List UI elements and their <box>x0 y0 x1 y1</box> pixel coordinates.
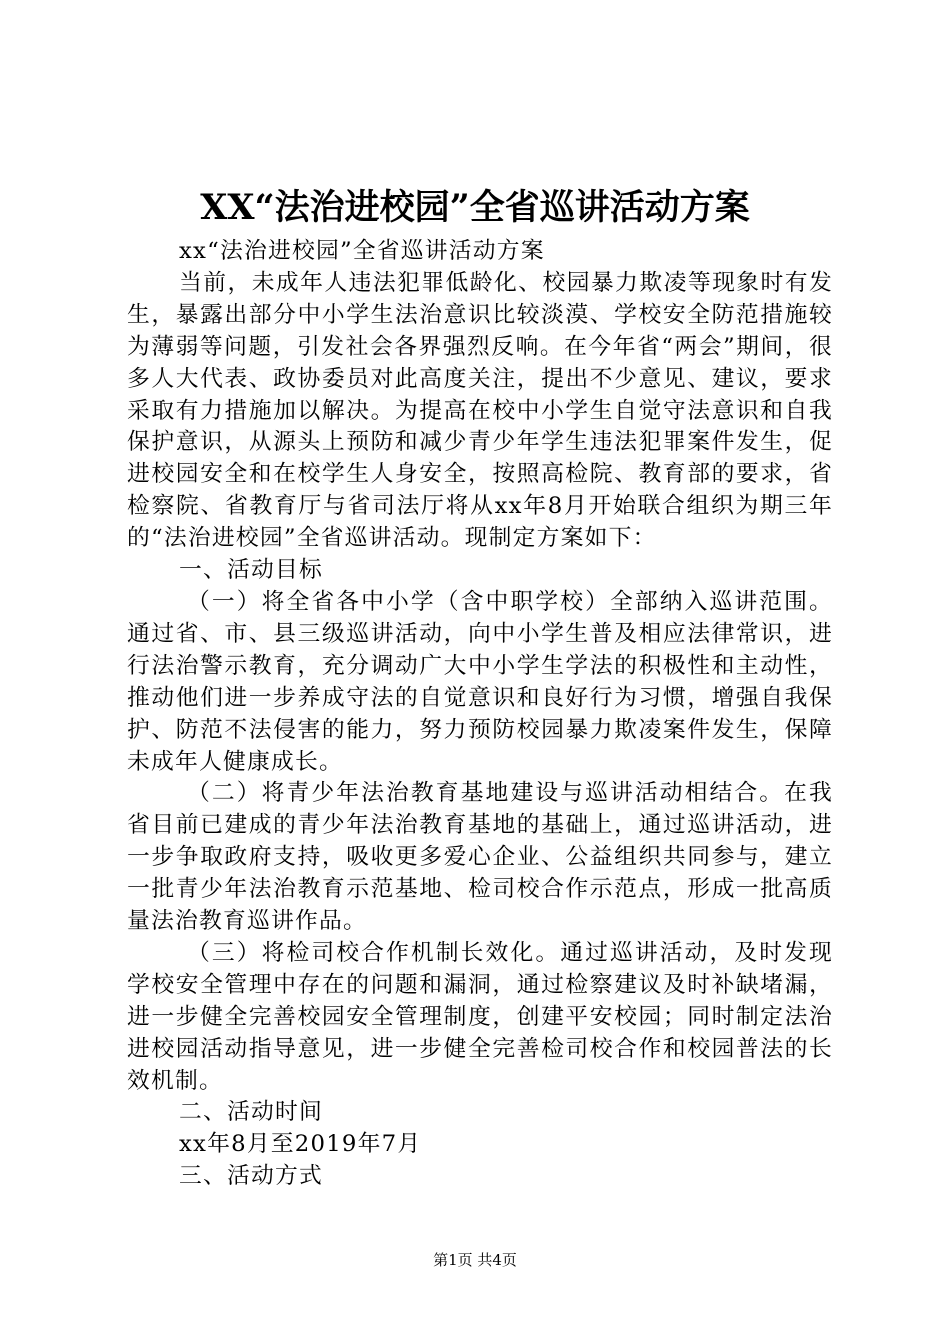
document-subtitle: xx“法治进校园”全省巡讲活动方案 <box>179 238 545 264</box>
intro-paragraph: 当前，未成年人违法犯罪低龄化、校园暴力欺凌等现象时有发生，暴露出部分中小学生法治意识比较淡漠、学校安全防范措施较为薄弱等问题，引发社会各界强烈反响。在今年省“两会”期间，很多人大代表、政协委员对此高度关注，提出不少意见、建议，要求采取有力措施加以解决。为提高在校中小学生自觉守法意识和自我保护意识，从源头上预防和减少青少年学生违法犯罪案件发生，促进校园安全和在校学生人身安全，按照高检院、教育部的要求，省检察院、省教育厅与省司法厅将从xx年8月开始联合组织为期三年的“法治进校园”全省巡讲活动。现制定方案如下： <box>127 269 833 552</box>
goal-paragraph-3: （三）将检司校合作机制长效化。通过巡讲活动，及时发现学校安全管理中存在的问题和漏洞，通过检察建议及时补缺堵漏，进一步健全完善校园安全管理制度，创建平安校园；同时制定法治进校园活动指导意见，进一步健全完善检司校合作和校园普法的长效机制。 <box>127 939 833 1094</box>
goal-paragraph-1: （一）将全省各中小学（含中职学校）全部纳入巡讲范围。通过省、市、县三级巡讲活动，向中小学生普及相应法律常识，进行法治警示教育，充分调动广大中小学生学法的积极性和主动性，推动他们进一步养成守法的自觉意识和良好行为习惯，增强自我保护、防范不法侵害的能力，努力预防校园暴力欺凌案件发生，保障未成年人健康成长。 <box>127 588 833 775</box>
section-heading-method: 三、活动方式 <box>179 1163 323 1190</box>
document-title: XX“法治进校园”全省巡讲活动方案 <box>200 187 750 228</box>
section-heading-time: 二、活动时间 <box>179 1099 323 1126</box>
section-heading-goals: 一、活动目标 <box>179 557 323 584</box>
time-range: xx年8月至2019年7月 <box>179 1131 422 1158</box>
page-number-footer: 第1页 共4页 <box>433 1251 517 1269</box>
document-body <box>127 236 833 1193</box>
goal-paragraph-2: （二）将青少年法治教育基地建设与巡讲活动相结合。在我省目前已建成的青少年法治教育基地的基础上，通过巡讲活动，进一步争取政府支持，吸收更多爱心企业、公益组织共同参与，建立一批青少年法治教育示范基地、检司校合作示范点，形成一批高质量法治教育巡讲作品。 <box>127 780 833 935</box>
